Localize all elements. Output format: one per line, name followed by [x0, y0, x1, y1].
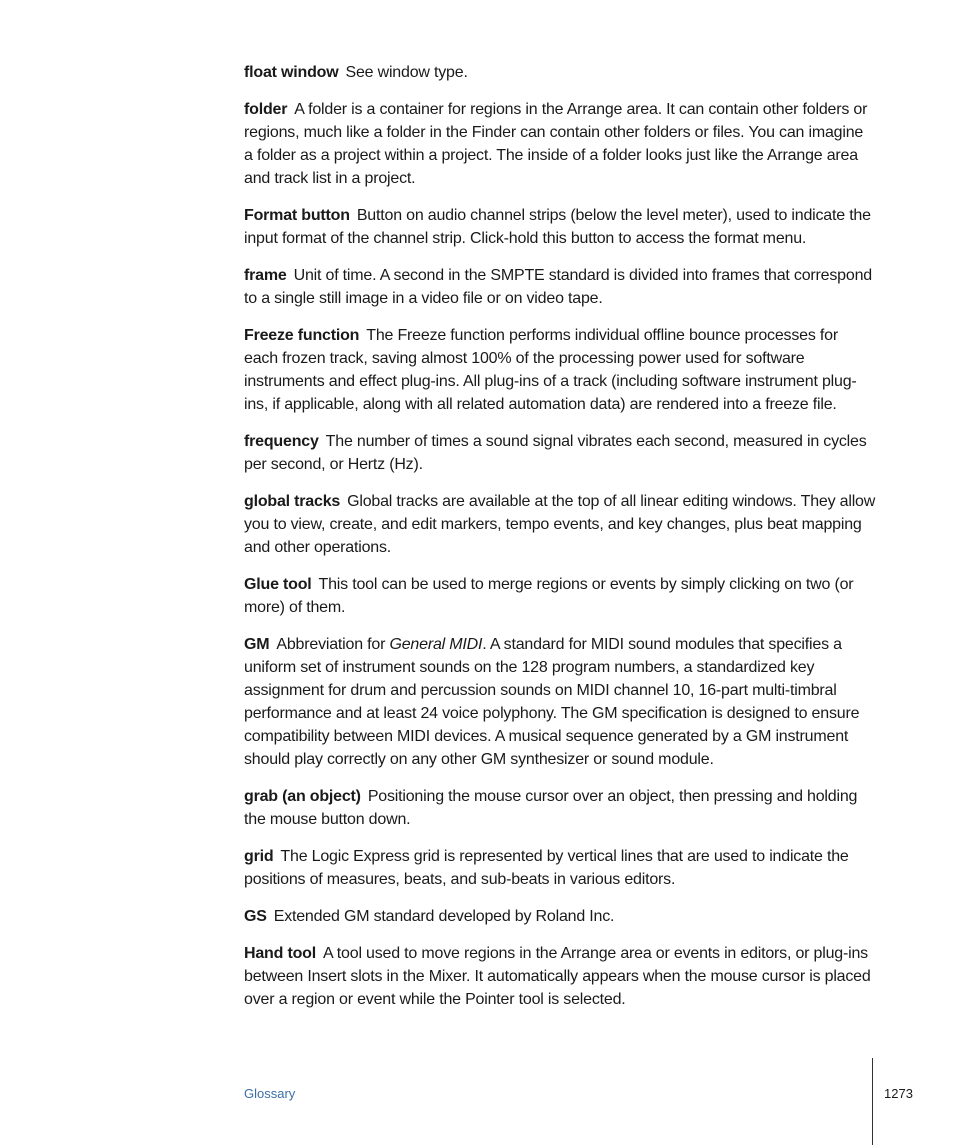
- glossary-definition: The number of times a sound signal vibrates each second, measured in cycles per second, or Hertz (Hz).: [244, 433, 867, 473]
- glossary-definition: This tool can be used to merge regions or events by simply clicking on two (or more) of them.: [244, 576, 854, 616]
- glossary-definition: The Freeze function performs individual offline bounce processes for each frozen track, saving almost 100% of the processing power used for software instruments and effect plug-ins. All plug-ins of a track (including software instrument plug-ins, if applicable, along with all related automation data) are rendered into a freeze file.: [244, 327, 857, 413]
- glossary-definition: The Logic Express grid is represented by vertical lines that are used to indicate the positions of measures, beats, and sub-beats in various editors.: [244, 848, 849, 888]
- glossary-definition: Extended GM standard developed by Roland Inc.: [273, 908, 615, 925]
- glossary-definition: A tool used to move regions in the Arrange area or events in editors, or plug-ins between Insert slots in the Mixer. It automatically appears when the mouse cursor is placed over a region or event while the Pointer tool is selected.: [244, 945, 871, 1008]
- glossary-term: grab (an object): [244, 788, 361, 805]
- glossary-definition: See window type.: [345, 64, 468, 81]
- glossary-term: Freeze function: [244, 327, 360, 344]
- glossary-definition: Positioning the mouse cursor over an object, then pressing and holding the mouse button down.: [244, 788, 858, 828]
- glossary-entry-freeze-function: [244, 324, 876, 416]
- glossary-definition: Unit of time. A second in the SMPTE standard is divided into frames that correspond to a single still image in a video file or on video tape.: [244, 267, 872, 307]
- glossary-definition: Button on audio channel strips (below the level meter), used to indicate the input format of the channel strip. Click-hold this button to access the format menu.: [244, 207, 871, 247]
- glossary-term: GM: [244, 636, 270, 653]
- glossary-term: grid: [244, 848, 274, 865]
- glossary-definition: Global tracks are available at the top of all linear editing windows. They allow you to view, create, and edit markers, tempo events, and key changes, plus beat mapping and other operations.: [244, 493, 876, 556]
- footer-section-label: Glossary: [244, 1086, 296, 1101]
- glossary-entry-grid: [244, 845, 876, 891]
- glossary-entry-global-tracks: [244, 490, 876, 559]
- glossary-term: frequency: [244, 433, 319, 450]
- glossary-term: Hand tool: [244, 945, 316, 962]
- glossary-entry-grab: [244, 785, 876, 831]
- glossary-entry-gs: [244, 905, 876, 928]
- glossary-definition-prefix: Abbreviation for: [276, 636, 390, 653]
- glossary-term: GS: [244, 908, 267, 925]
- glossary-content: [244, 61, 876, 1025]
- glossary-definition: A folder is a container for regions in the Arrange area. It can contain other folders or regions, much like a folder in the Finder can contain other folders or files. You can imagine a folder as a project within a project. The inside of a folder looks just like the Arrange area and track list in a project.: [244, 101, 868, 187]
- glossary-term: Glue tool: [244, 576, 312, 593]
- glossary-term: frame: [244, 267, 287, 284]
- glossary-entry-frequency: [244, 430, 876, 476]
- glossary-entry-hand-tool: [244, 942, 876, 1011]
- glossary-term: global tracks: [244, 493, 341, 510]
- glossary-entry-frame: [244, 264, 876, 310]
- glossary-entry-folder: [244, 98, 876, 190]
- glossary-term: Format button: [244, 207, 350, 224]
- glossary-entry-gm: [244, 633, 876, 771]
- glossary-term: float window: [244, 64, 339, 81]
- glossary-term: folder: [244, 101, 288, 118]
- glossary-entry-glue-tool: [244, 573, 876, 619]
- glossary-definition-italic: General MIDI: [389, 636, 483, 653]
- glossary-definition-suffix: . A standard for MIDI sound modules that specifies a uniform set of instrument sounds on the 128 program numbers, a standardized key assignment for drum and percussion sounds on MIDI channel 10, 16-part multi-timbral performance and at least 24 voice polyphony. The GM specification is designed to ensure compatibility between MIDI devices. A musical sequence generated by a GM instrument should play correctly on any other GM synthesizer or sound module.: [244, 636, 860, 768]
- glossary-entry-float-window: [244, 61, 876, 84]
- glossary-entry-format-button: [244, 204, 876, 250]
- footer-divider: [872, 1058, 873, 1145]
- page-number: 1273: [884, 1086, 913, 1101]
